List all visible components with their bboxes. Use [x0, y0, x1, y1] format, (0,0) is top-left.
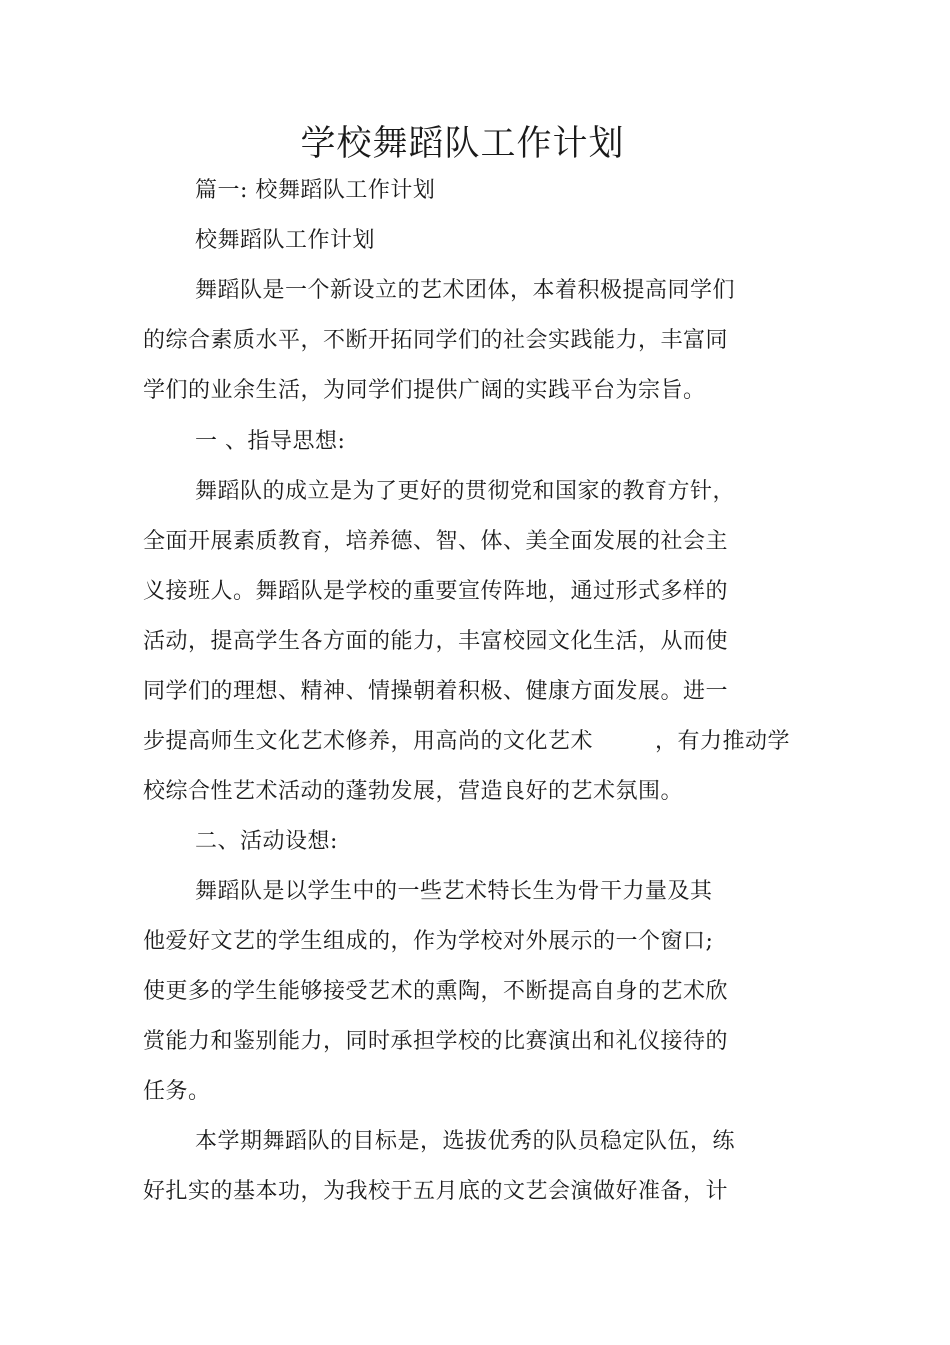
paragraph-line-part: 步提高师生文化艺术修养，用高尚的文化艺术: [143, 729, 594, 754]
paragraph-line: 全面开展素质教育，培养德、智、体、美全面发展的社会主: [143, 529, 729, 554]
section-heading-guiding-thought: 一 、指导思想:: [195, 429, 346, 454]
paragraph-line: 舞蹈队是一个新设立的艺术团体，本着积极提高同学们: [195, 278, 736, 303]
paragraph-line: 他爱好文艺的学生组成的，作为学校对外展示的一个窗口;: [143, 929, 714, 954]
paragraph-line: 学们的业余生活，为同学们提供广阔的实践平台为宗旨。: [143, 378, 706, 403]
paragraph-line: 任务。: [143, 1079, 211, 1104]
paragraph-line: [143, 727, 790, 757]
paragraph-line: 舞蹈队是以学生中的一些艺术特长生为骨干力量及其: [195, 879, 713, 904]
paragraph-line: 好扎实的基本功，为我校于五月底的文艺会演做好准备，计: [143, 1179, 729, 1204]
paragraph-line: 校综合性艺术活动的蓬勃发展，营造良好的艺术氛围。: [143, 779, 684, 804]
subtitle: 校舞蹈队工作计划: [195, 228, 376, 253]
paragraph-line: 使更多的学生能够接受艺术的熏陶，不断提高自身的艺术欣: [143, 979, 729, 1004]
paragraph-line: 的综合素质水平，不断开拓同学们的社会实践能力，丰富同: [143, 328, 729, 353]
paragraph-line-part: ，有力推动学: [655, 729, 791, 754]
paragraph-line: 同学们的理想、精神、情操朝着积极、健康方面发展。进一: [143, 679, 729, 704]
document-title: 学校舞蹈队工作计划: [300, 124, 625, 164]
paragraph-line: 活动，提高学生各方面的能力，丰富校园文化生活，从而使: [143, 629, 729, 654]
paragraph-line: 义接班人。舞蹈队是学校的重要宣传阵地，通过形式多样的: [143, 579, 729, 604]
paragraph-line: 本学期舞蹈队的目标是，选拔优秀的队员稳定队伍，练: [195, 1129, 736, 1154]
section-heading-part1: 篇一: 校舞蹈队工作计划: [195, 178, 436, 203]
paragraph-line: 赏能力和鉴别能力，同时承担学校的比赛演出和礼仪接待的: [143, 1029, 729, 1054]
paragraph-line: 舞蹈队的成立是为了更好的贯彻党和国家的教育方针，: [195, 479, 736, 504]
section-heading-activity-plan: 二、活动设想:: [195, 829, 338, 854]
